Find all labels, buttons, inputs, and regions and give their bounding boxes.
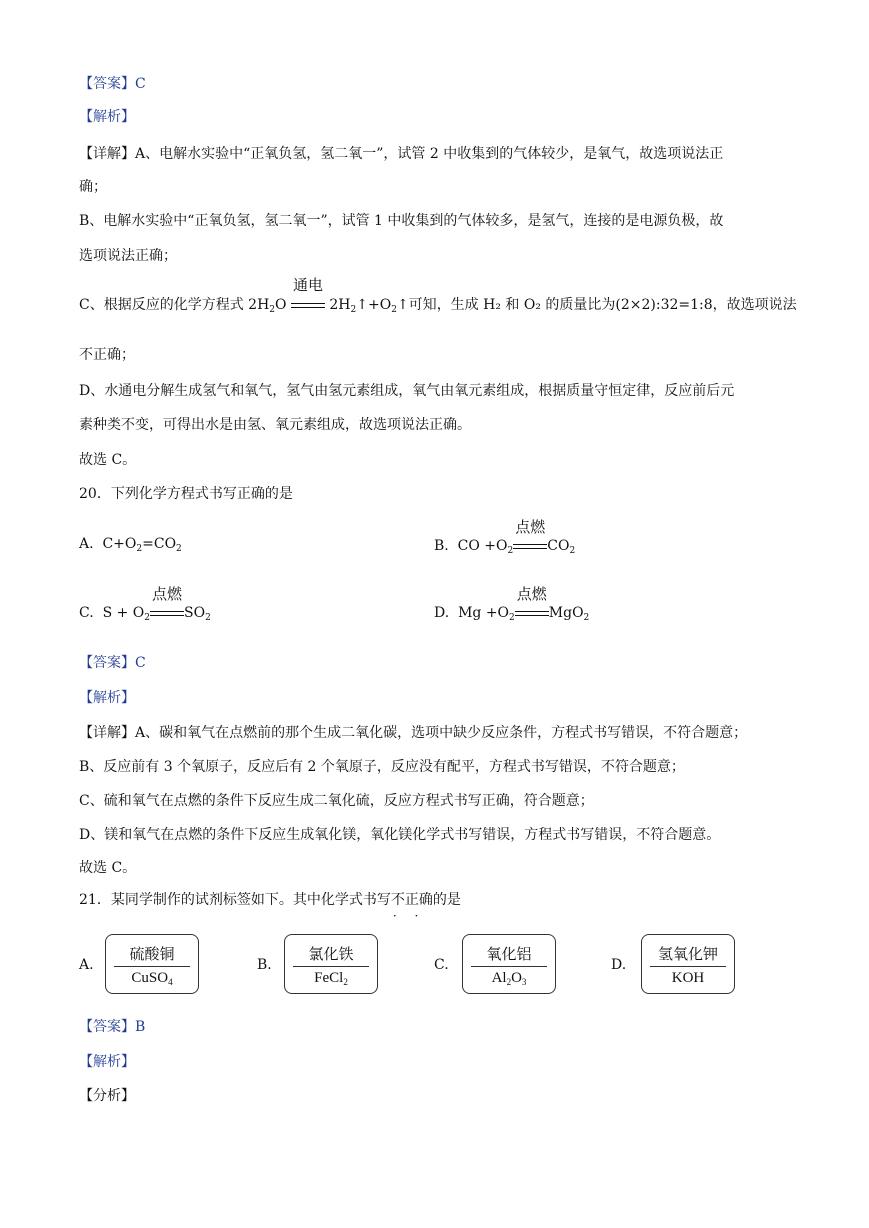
detail-19-b2: 选项说法正确； — [79, 248, 177, 264]
c-text-post: ，生成 H₂ 和 O₂ 的质量比为(2×2):32=1:8，故选项说法 — [436, 297, 797, 313]
option-20-a: A. $C+O_2=CO_2$ — [79, 536, 182, 554]
reagent-label-a: 硫酸铜 CuSO$_4$ — [105, 934, 199, 994]
question-21-stem: 21．某同学制作的试剂标签如下。其中化学式书写不正确 · ·的是 — [79, 890, 461, 910]
reagent-label-b: 氯化铁 FeCl$_2$ — [284, 934, 378, 994]
reaction-arrow: 通电 — [291, 295, 325, 315]
reagent-label-c: 氧化铝 $Al_2O_3$ — [462, 934, 556, 994]
analysis-21: 【解析】 — [79, 1054, 135, 1070]
detail-19-c1: C、根据反应的化学方程式 $2H_2O$ 通电 $2H_2↑+O_2↑$可知，生成 H₂ 和 O₂ 的质量比为(2×2):32=1:8，故选项说法 — [79, 276, 797, 315]
question-20-stem: 20．下列化学方程式书写正确的是 — [79, 486, 293, 502]
detail-20-c: C、硫和氧气在点燃的条件下反应生成二氧化硫，反应方程式书写正确，符合题意； — [79, 793, 594, 809]
detail-19-c2: 不正确； — [79, 347, 135, 363]
choose-20: 故选 C。 — [79, 860, 137, 876]
detail-20-d: D、镁和氧气在点燃的条件下反应生成氧化镁，氧化镁化学式书写错误，方程式书写错误，不符合题意。 — [79, 827, 721, 843]
option-20-c: C. $S + O_2$ 点燃 $SO_2$ — [79, 585, 211, 623]
c-text-pre: C、根据反应的化学方程式 2H — [79, 297, 270, 313]
option-20-d: D. $Mg +O_2$ 点燃 MgO$_2$ — [434, 585, 590, 623]
reagent-label-d: 氢氧化钾 KOH — [641, 934, 735, 994]
option-21-a-letter: A. — [79, 957, 94, 973]
detail-19-a2: 确； — [79, 179, 107, 195]
detail-19-d2: 素种类不变，可得出水是由氢、氧元素组成，故选项说法正确。 — [79, 417, 471, 433]
fenxi-21: 【分析】 — [79, 1088, 135, 1104]
detail-19-b1: B、电解水实验中“正氧负氢，氢二氧一”，试管 1 中收集到的气体较多，是氢气，连接的是电源负极，故 — [79, 213, 724, 229]
analysis-19: 【解析】 — [79, 109, 135, 125]
detail-19-d1: D、水通电分解生成氢气和氧气，氢气由氢元素组成，氧气由氧元素组成，根据质量守恒定律，反应前后元 — [79, 383, 735, 399]
detail-20-b: B、反应前有 3 个氧原子，反应后有 2 个氧原子，反应没有配平，方程式书写错误，不符合题意； — [79, 759, 685, 775]
detail-20-a: 【详解】A、碳和氧气在点燃前的那个生成二氧化碳，选项中缺少反应条件，方程式书写错误，不符合题意； — [79, 725, 748, 741]
option-21-c-letter: C. — [434, 957, 449, 973]
option-21-d-letter: D. — [611, 957, 627, 973]
answer-21: 【答案】B — [79, 1019, 146, 1035]
option-20-b: B. CO $+O_2$ 点燃 $CO_2$ — [434, 518, 576, 556]
detail-19-a1: 【详解】A、电解水实验中“正氧负氢，氢二氧一”，试管 2 中收集到的气体较少，是氧气，故选项说法正 — [79, 146, 724, 162]
answer-19: 【答案】C — [79, 76, 146, 92]
option-21-b-letter: B. — [257, 957, 272, 973]
answer-20: 【答案】C — [79, 655, 146, 671]
emphasis-dots: 不正确 · · — [391, 892, 433, 908]
analysis-20: 【解析】 — [79, 690, 135, 706]
choose-19: 故选 C。 — [79, 452, 137, 468]
